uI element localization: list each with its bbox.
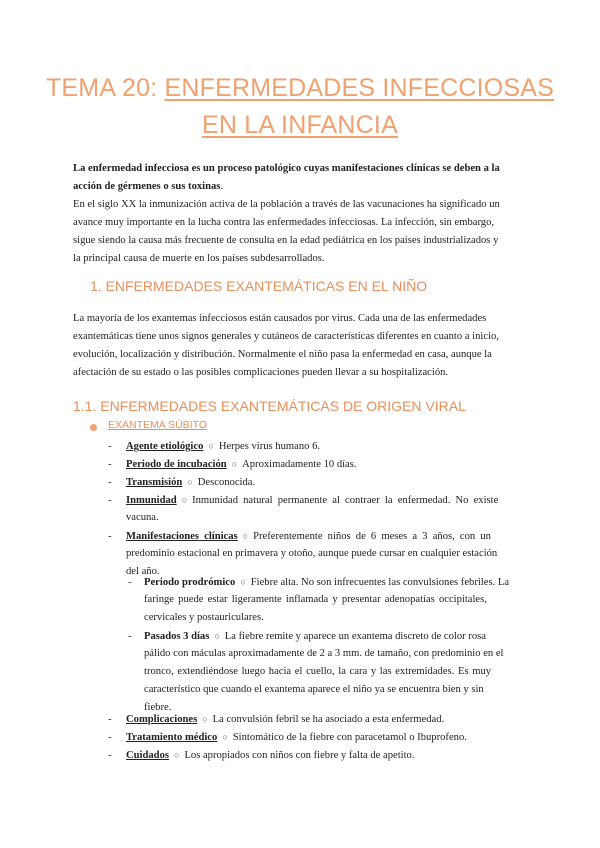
item-label: Periodo de incubación [126, 459, 227, 470]
item-label: Tratamiento médico [126, 732, 218, 743]
item-text: Sintomático de la fiebre con paracetamol o Ibuprofeno. [232, 732, 467, 743]
page-title-line1 [40, 74, 560, 103]
item-text: predominio estacional en primavera y otoño, aunque puede cursar en cualquier estación [126, 548, 498, 559]
circle-icon: ○ [202, 714, 208, 724]
circle-icon: ○ [214, 631, 220, 641]
item-complicaciones [126, 710, 444, 729]
item-agente [126, 437, 320, 456]
item-label: Pasados 3 días [144, 631, 210, 642]
section-1-heading: 1. ENFERMEDADES EXANTEMÁTICAS EN EL NIÑO [90, 278, 428, 294]
title-underlined-2: EN LA INFANCIA [202, 111, 398, 139]
item-text: cervicales y postauriculares. [144, 612, 264, 623]
item-text: vacuna. [126, 512, 159, 523]
item-text: Los apropiados con niños con fiebre y falta de apetito. [184, 750, 415, 761]
intro-line: la principal causa de muerte en los países subdesarrollados. [73, 253, 325, 264]
dash-marker: - [128, 576, 132, 588]
bullet-icon [90, 424, 97, 431]
item-periodo [126, 455, 357, 474]
item-text: del año. [126, 566, 160, 577]
item-text: Herpes virus humano 6. [218, 441, 321, 452]
page-title-line2 [40, 111, 560, 140]
section-1-line: exantemáticas tiene unos signos generales y cutáneos de características diferentes en cuanto a inicio, [73, 331, 499, 342]
disease-title: EXANTEMA SÚBITO [108, 419, 207, 431]
circle-icon: ○ [231, 459, 238, 469]
item-cuidados [126, 746, 414, 765]
circle-icon: ○ [222, 732, 228, 742]
section-1-1-heading: 1.1. ENFERMEDADES EXANTEMÁTICAS DE ORIGEN VIRAL [73, 398, 466, 414]
item-prodromico [144, 573, 528, 627]
item-pasados [144, 627, 528, 717]
item-text: Aproximadamente 10 días. [242, 459, 357, 470]
dash-marker: - [108, 749, 112, 761]
item-label: Inmunidad [126, 495, 177, 506]
intro-line: avance muy importante en la lucha contra las enfermedades infecciosas. La infección, sin embargo, [73, 217, 495, 228]
item-text: Fiebre alta. No son infrecuentes las convulsiones febriles. La [250, 577, 510, 588]
item-tratamiento [126, 728, 467, 747]
section-1-line: La mayoría de los exantemas infecciosos están causados por virus. Cada una de las enfermedades [73, 313, 487, 324]
item-text: La convulsión febril se ha asociado a esta enfermedad. [212, 714, 445, 725]
item-label: Agente etiológico [126, 441, 204, 452]
item-label: Complicaciones [126, 714, 198, 725]
dash-marker: - [108, 731, 112, 743]
circle-icon: ○ [181, 495, 188, 505]
item-text: Preferentemente niños de 6 meses a 3 años, con un [253, 531, 491, 542]
intro-line: En el siglo XX la inmunización activa de la población a través de las vacunaciones ha significado un [73, 199, 500, 210]
title-prefix: TEMA 20: [45, 74, 165, 102]
item-text: fiebre. [144, 702, 172, 713]
dash-marker: - [108, 713, 112, 725]
section-1-paragraph [73, 310, 529, 382]
item-label: Cuidados [126, 750, 169, 761]
dash-marker: - [128, 630, 132, 642]
circle-icon: ○ [240, 577, 246, 587]
intro-paragraph [73, 160, 529, 268]
dash-marker: - [108, 458, 112, 470]
circle-icon: ○ [174, 750, 180, 760]
item-inmunidad [126, 491, 528, 527]
intro-bold-line: La enfermedad infecciosa es un proceso patológico cuyas manifestaciones clínicas se deben a la [73, 163, 500, 174]
intro-bold-line: acción de gérmenes o sus toxinas. [73, 181, 224, 192]
section-1-line: afectación de su estado o las posibles complicaciones pueden llevar a su hospitalización. [73, 367, 449, 378]
dash-marker: - [108, 494, 112, 506]
item-label: Periodo prodrómico [144, 577, 236, 588]
item-text: faringe puede estar ligeramente inflamada y presentar adenopatías occipitales, [144, 594, 487, 605]
item-transmision [126, 473, 255, 492]
item-text: La fiebre remite y aparece un exantema discreto de color rosa [224, 631, 486, 642]
circle-icon: ○ [208, 441, 214, 451]
item-text: pálido con máculas aproximadamente de 2 a 3 mm. de tamaño, con predominio en el [144, 648, 504, 659]
dash-marker: - [108, 530, 112, 542]
dash-marker: - [108, 440, 112, 452]
item-label: Manifestaciones clínicas [126, 531, 238, 542]
title-underlined-1: ENFERMEDADES INFECCIOSAS [164, 74, 555, 102]
section-1-line: evolución, localización y distribución. Normalmente el niño pasa la enfermedad en casa, aunque la [73, 349, 492, 360]
item-text: tronco, extendiéndose luego hacia el cuello, la cara y las extremidades. Es muy [144, 666, 492, 677]
item-text: Desconocida. [197, 477, 256, 488]
intro-line: sigue siendo la causa más frecuente de consulta en la edad pediátrica en los países industrializados y [73, 235, 499, 246]
item-text: Inmunidad natural permanente al contraer la enfermedad. No existe [192, 495, 499, 506]
dash-marker: - [108, 476, 112, 488]
item-label: Transmisión [126, 477, 183, 488]
circle-icon: ○ [242, 531, 249, 541]
item-text: característico que cuando el exantema aparece el niño ya se encuentra bien y sin [144, 684, 484, 695]
circle-icon: ○ [187, 477, 193, 487]
